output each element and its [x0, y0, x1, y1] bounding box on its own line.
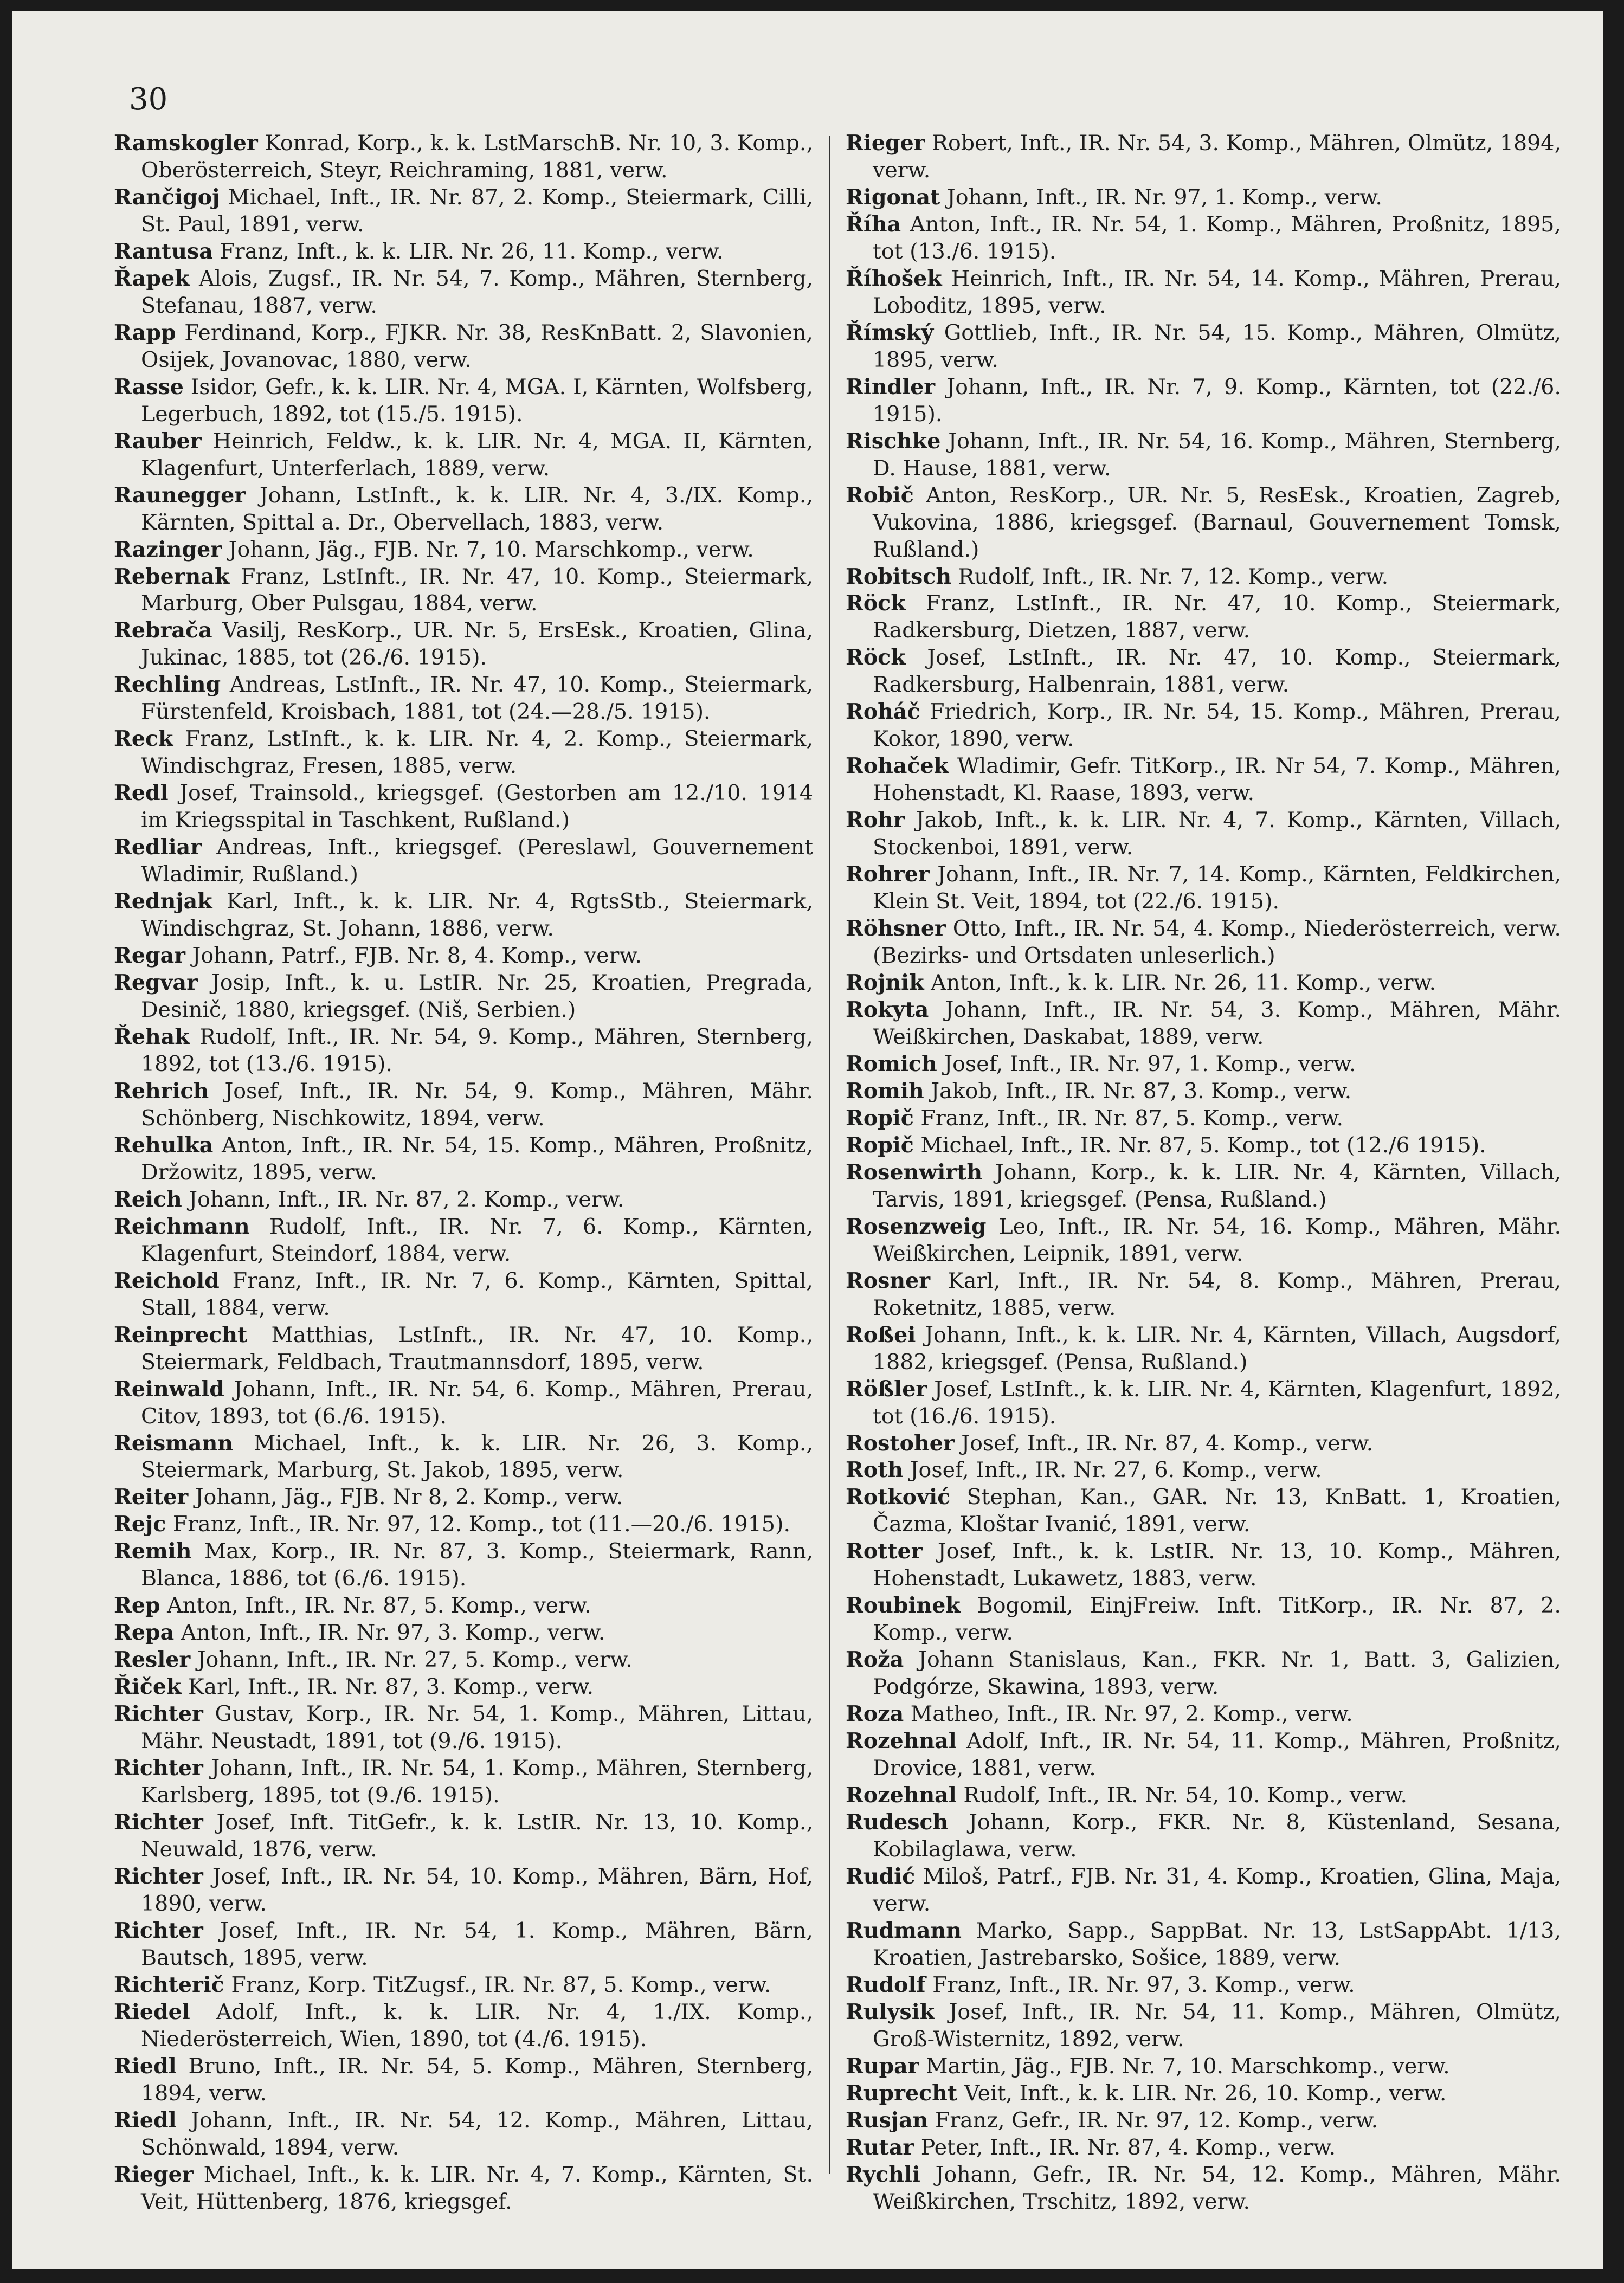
right-column	[846, 130, 1561, 2216]
list-entry	[114, 1809, 813, 1863]
entry-surname: Ropič	[846, 1132, 914, 1158]
list-entry	[846, 1132, 1561, 1159]
entry-details: Johann, Gefr., IR. Nr. 54, 12. Komp., Mähren, Mähr. Weißkirchen, Trschitz, 1892, verw.	[873, 2162, 1561, 2214]
entry-details: Franz, Inft., IR. Nr. 87, 5. Komp., verw.	[920, 1105, 1344, 1131]
entry-details: Rudolf, Inft., IR. Nr. 54, 9. Komp., Mähren, Sternberg, 1892, tot (13./6. 1915).	[141, 1024, 813, 1076]
entry-surname: Repa	[114, 1620, 175, 1646]
entry-surname: Rischke	[846, 428, 941, 454]
entry-surname: Rostoher	[846, 1430, 955, 1456]
entry-details: Josef, LstInft., IR. Nr. 47, 10. Komp., Steiermark, Radkersburg, Halbenrain, 1881, verw.	[873, 645, 1561, 698]
list-entry	[114, 1214, 813, 1268]
list-entry	[846, 428, 1561, 482]
entry-details: Franz, Inft., k. k. LIR. Nr. 26, 11. Komp., verw.	[220, 238, 724, 264]
list-entry	[114, 1322, 813, 1376]
entry-surname: Raunegger	[114, 482, 246, 508]
entry-details: Josef, Inft., IR. Nr. 27, 6. Komp., verw.	[910, 1457, 1322, 1483]
list-entry	[114, 564, 813, 618]
entry-surname: Robitsch	[846, 564, 952, 589]
entry-surname: Rasse	[114, 374, 184, 399]
list-entry	[846, 1538, 1561, 1592]
entry-details: Anton, Inft., IR. Nr. 54, 1. Komp., Mähren, Proßnitz, 1895, tot (13./6. 1915).	[873, 211, 1561, 264]
entry-details: Johann, LstInft., k. k. LIR. Nr. 4, 3./IX. Komp., Kärnten, Spittal a. Dr., Obervellach, 1883, verw.	[141, 482, 814, 535]
entry-surname: Redliar	[114, 835, 202, 860]
entry-surname: Reinwald	[114, 1376, 224, 1402]
entry-details: Josef, Inft., k. k. LstIR. Nr. 13, 10. Komp., Mähren, Hohenstadt, Lukawetz, 1883, verw.	[873, 1539, 1561, 1591]
entry-details: Michael, Inft., k. k. LIR. Nr. 26, 3. Komp., Steiermark, Marburg, St. Jakob, 1895, verw.	[141, 1430, 813, 1483]
entry-surname: Razinger	[114, 537, 222, 562]
entry-surname: Rigonat	[846, 184, 940, 210]
list-entry	[846, 861, 1561, 915]
list-entry	[846, 1999, 1561, 2053]
list-entry	[846, 997, 1561, 1051]
entry-details: Karl, Inft., IR. Nr. 54, 8. Komp., Mähren, Prerau, Roketnitz, 1885, verw.	[873, 1268, 1561, 1320]
list-entry	[846, 2053, 1561, 2080]
entry-details: Wladimir, Gefr. TitKorp., IR. Nr 54, 7. Komp., Mähren, Hohenstadt, Kl. Raase, 1893, verw.	[873, 753, 1561, 806]
entry-details: Josef, LstInft., k. k. LIR. Nr. 4, Kärnten, Klagenfurt, 1892, tot (16./6. 1915).	[873, 1376, 1561, 1429]
entry-surname: Richter	[114, 1701, 203, 1727]
entry-surname: Rebrača	[114, 618, 212, 643]
entry-details: Anton, Inft., IR. Nr. 54, 15. Komp., Mähren, Proßnitz, Držowitz, 1895, verw.	[141, 1132, 813, 1185]
entry-details: Johann, Inft., IR. Nr. 97, 1. Komp., verw.	[946, 184, 1382, 210]
entry-details: Veit, Inft., k. k. LIR. Nr. 26, 10. Komp., verw.	[964, 2080, 1447, 2106]
entry-details: Franz, Inft., IR. Nr. 97, 12. Komp., tot (11.—20./6. 1915).	[172, 1512, 791, 1537]
entry-surname: Rulysik	[846, 1999, 935, 2024]
list-entry	[846, 970, 1561, 997]
entry-surname: Rep	[114, 1593, 160, 1618]
entry-details: Matheo, Inft., IR. Nr. 97, 2. Komp., verw.	[910, 1701, 1353, 1727]
entry-details: Josip, Inft., k. u. LstIR. Nr. 25, Kroatien, Pregrada, Desinič, 1880, kriegsgef. (Niš, Serbien.)	[141, 970, 813, 1022]
list-entry	[114, 1647, 813, 1674]
entry-surname: Rohrer	[846, 862, 930, 887]
entry-surname: Rozehnal	[846, 1783, 957, 1808]
entry-surname: Resler	[114, 1647, 191, 1673]
entry-details: Adolf, Inft., IR. Nr. 54, 11. Komp., Mähren, Proßnitz, Drovice, 1881, verw.	[873, 1729, 1561, 1781]
entry-surname: Regar	[114, 943, 185, 969]
list-entry	[114, 320, 813, 374]
entry-details: Johann, Inft., IR. Nr. 54, 3. Komp., Mähren, Mähr. Weißkirchen, Daskabat, 1889, verw.	[873, 997, 1561, 1049]
list-entry	[846, 266, 1561, 320]
entry-surname: Remih	[114, 1539, 192, 1564]
entry-details: Peter, Inft., IR. Nr. 87, 4. Komp., verw.	[920, 2134, 1336, 2160]
list-entry	[846, 1268, 1561, 1322]
list-entry	[846, 1647, 1561, 1701]
entry-surname: Rosner	[846, 1268, 931, 1293]
entry-surname: Rokyta	[846, 997, 929, 1022]
entry-details: Johann, Inft., IR. Nr. 87, 2. Komp., verw.	[189, 1186, 624, 1212]
entry-surname: Rutar	[846, 2134, 914, 2160]
entry-details: Leo, Inft., IR. Nr. 54, 16. Komp., Mähren, Mähr. Weißkirchen, Leipnik, 1891, verw.	[873, 1214, 1562, 1266]
entry-details: Josef, Inft., IR. Nr. 97, 1. Komp., verw.	[944, 1051, 1356, 1076]
entry-details: Miloš, Patrf., FJB. Nr. 31, 4. Komp., Kroatien, Glina, Maja, verw.	[873, 1864, 1561, 1916]
entry-details: Otto, Inft., IR. Nr. 54, 4. Komp., Niederösterreich, verw. (Bezirks- und Ortsdaten unleserlich.)	[873, 916, 1561, 969]
list-entry	[114, 1024, 813, 1078]
list-entry	[114, 1918, 813, 1972]
entry-details: Rudolf, Inft., IR. Nr. 7, 12. Komp., verw.	[958, 564, 1389, 589]
entry-surname: Riedel	[114, 1999, 190, 2024]
list-entry	[114, 780, 813, 834]
list-entry	[114, 1538, 813, 1592]
list-entry	[114, 1701, 813, 1755]
list-entry	[846, 1457, 1561, 1484]
entry-surname: Riedl	[114, 2107, 177, 2133]
list-entry	[114, 1755, 813, 1809]
list-entry	[114, 943, 813, 970]
entry-details: Franz, Korp. TitZugsf., IR. Nr. 87, 5. Komp., verw.	[231, 1972, 771, 1997]
list-entry	[114, 1484, 813, 1511]
entry-details: Johann, Inft., IR. Nr. 54, 6. Komp., Mähren, Prerau, Citov, 1893, tot (6./6. 1915).	[141, 1376, 813, 1429]
list-entry	[114, 537, 813, 564]
entry-details: Vasilj, ResKorp., UR. Nr. 5, ErsEsk., Kroatien, Glina, Jukinac, 1885, tot (26./6. 1915).	[141, 618, 813, 670]
entry-details: Michael, Inft., k. k. LIR. Nr. 4, 7. Komp., Kärnten, St. Veit, Hüttenberg, 1876, kriegsgef.	[141, 2162, 814, 2214]
entry-surname: Reiter	[114, 1485, 189, 1510]
list-entry	[846, 1782, 1561, 1809]
entry-details: Gottlieb, Inft., IR. Nr. 54, 15. Komp., Mähren, Olmütz, 1895, verw.	[873, 320, 1561, 372]
entry-details: Johann, Inft., IR. Nr. 7, 9. Komp., Kärnten, tot (22./6. 1915).	[873, 374, 1561, 427]
entry-surname: Ramskogler	[114, 131, 258, 156]
entry-surname: Rudolf	[846, 1972, 926, 1997]
entry-surname: Richter	[114, 1810, 203, 1835]
entry-surname: Rotković	[846, 1485, 951, 1510]
entry-surname: Řiček	[114, 1674, 182, 1700]
entry-surname: Řapek	[114, 266, 190, 291]
list-entry	[846, 753, 1561, 807]
list-entry	[846, 1051, 1561, 1078]
list-entry	[114, 2053, 813, 2107]
list-entry	[114, 1078, 813, 1132]
list-entry	[114, 617, 813, 672]
entry-surname: Richter	[114, 1864, 203, 1889]
list-entry	[846, 2134, 1561, 2162]
entry-surname: Rantusa	[114, 238, 213, 264]
entry-details: Johann, Inft., k. k. LIR. Nr. 4, Kärnten, Villach, Augsdorf, 1882, kriegsgef. (Pensa, Rußland.)	[873, 1322, 1561, 1375]
list-entry	[114, 1376, 813, 1430]
document-page	[12, 11, 1603, 2269]
list-entry	[846, 807, 1561, 861]
list-entry	[114, 834, 813, 888]
entry-surname: Rößler	[846, 1376, 927, 1402]
list-entry	[114, 1674, 813, 1701]
entry-details: Andreas, LstInft., IR. Nr. 47, 10. Komp., Steiermark, Fürstenfeld, Kroisbach, 1881, tot (24.—28./5. 1915).	[141, 672, 813, 725]
list-entry	[846, 1863, 1561, 1918]
entry-surname: Rapp	[114, 320, 176, 345]
entry-details: Josef, Inft., IR. Nr. 54, 1. Komp., Mähren, Bärn, Bautsch, 1895, verw.	[141, 1918, 813, 1970]
entry-details: Stephan, Kan., GAR. Nr. 13, KnBatt. 1, Kroatien, Čazma, Kloštar Ivanić, 1891, verw.	[873, 1485, 1561, 1537]
entry-details: Johann, Inft., IR. Nr. 7, 14. Komp., Kärnten, Feldkirchen, Klein St. Veit, 1894, tot (22./6. 1915).	[873, 862, 1561, 914]
entry-surname: Rieger	[846, 131, 925, 156]
entry-surname: Roth	[846, 1457, 904, 1483]
entry-details: Johann, Patrf., FJB. Nr. 8, 4. Komp., verw.	[192, 943, 642, 969]
entry-surname: Rauber	[114, 428, 202, 454]
list-entry	[114, 266, 813, 320]
entry-surname: Rosenwirth	[846, 1159, 983, 1185]
entry-surname: Röck	[846, 645, 906, 670]
list-entry	[114, 184, 813, 238]
list-entry	[114, 1999, 813, 2053]
entry-surname: Rebernak	[114, 564, 230, 589]
list-entry	[846, 1592, 1561, 1647]
entry-details: Rudolf, Inft., IR. Nr. 7, 6. Komp., Kärnten, Klagenfurt, Steindorf, 1884, verw.	[141, 1214, 813, 1266]
list-entry	[114, 1132, 813, 1186]
list-entry	[846, 374, 1561, 428]
entry-details: Anton, ResKorp., UR. Nr. 5, ResEsk., Kroatien, Zagreb, Vukovina, 1886, kriegsgef. (Barnaul, Gouvernement Tomsk, Rußland.)	[873, 482, 1562, 562]
entry-details: Rudolf, Inft., IR. Nr. 54, 10. Komp., verw.	[963, 1783, 1408, 1808]
list-entry	[846, 2162, 1561, 2216]
entry-surname: Říhošek	[846, 266, 942, 291]
entry-details: Franz, LstInft., IR. Nr. 47, 10. Komp., Steiermark, Radkersburg, Dietzen, 1887, verw.	[873, 591, 1561, 643]
entry-details: Isidor, Gefr., k. k. LIR. Nr. 4, MGA. I, Kärnten, Wolfsberg, Legerbuch, 1892, tot (15./5. 1915).	[141, 374, 813, 427]
entry-details: Johann, Jäg., FJB. Nr. 7, 10. Marschkomp., verw.	[228, 537, 754, 562]
entry-surname: Robič	[846, 482, 914, 508]
list-entry	[846, 1918, 1561, 1972]
entry-surname: Rindler	[846, 374, 936, 399]
column-divider	[829, 136, 830, 2174]
list-entry	[846, 699, 1561, 753]
entry-surname: Rojnik	[846, 970, 924, 996]
entry-details: Michael, Inft., IR. Nr. 87, 2. Komp., Steiermark, Cilli, St. Paul, 1891, verw.	[141, 184, 814, 237]
entry-details: Josef, Inft., IR. Nr. 54, 9. Komp., Mähren, Mähr. Schönberg, Nischkowitz, 1894, verw.	[141, 1078, 813, 1131]
entry-details: Johann, Jäg., FJB. Nr 8, 2. Komp., verw.	[195, 1485, 623, 1510]
entry-details: Karl, Inft., IR. Nr. 87, 3. Komp., verw.	[188, 1674, 594, 1700]
entry-details: Anton, Inft., IR. Nr. 87, 5. Komp., verw.	[167, 1593, 591, 1618]
entry-surname: Röck	[846, 591, 906, 616]
list-entry	[114, 1972, 813, 1999]
entry-details: Alois, Zugsf., IR. Nr. 54, 7. Komp., Mähren, Sternberg, Stefanau, 1887, verw.	[141, 266, 814, 318]
list-entry	[846, 130, 1561, 184]
entry-surname: Rohaček	[846, 753, 949, 779]
list-entry	[846, 1159, 1561, 1214]
list-entry	[114, 238, 813, 266]
list-entry	[114, 2162, 813, 2216]
entry-surname: Římský	[846, 320, 934, 345]
entry-surname: Rozehnal	[846, 1729, 957, 1754]
entry-surname: Řehak	[114, 1024, 190, 1049]
list-entry	[114, 1186, 813, 1214]
left-column	[114, 130, 813, 2216]
entry-surname: Rohr	[846, 808, 905, 833]
list-entry	[846, 564, 1561, 591]
list-entry	[114, 1268, 813, 1322]
entry-surname: Rejc	[114, 1512, 166, 1537]
list-entry	[846, 1078, 1561, 1105]
entry-surname: Ropič	[846, 1105, 914, 1131]
entry-surname: Richter	[114, 1918, 203, 1943]
list-entry	[114, 888, 813, 943]
list-entry	[114, 1511, 813, 1538]
entry-details: Andreas, Inft., kriegsgef. (Pereslawl, Gouvernement Wladimir, Rußland.)	[141, 835, 813, 887]
list-entry	[114, 482, 813, 537]
list-entry	[846, 2107, 1561, 2134]
list-entry	[114, 374, 813, 428]
entry-details: Jakob, Inft., IR. Nr. 87, 3. Komp., verw.	[931, 1078, 1352, 1104]
entry-surname: Richterič	[114, 1972, 224, 1997]
list-entry	[114, 1620, 813, 1647]
entry-details: Josef, Trainsold., kriegsgef. (Gestorben am 12./10. 1914 im Kriegsspital in Taschkent, Rußland.)	[141, 781, 813, 833]
entry-surname: Rieger	[114, 2162, 194, 2187]
list-entry	[114, 726, 813, 780]
entry-details: Marko, Sapp., SappBat. Nr. 13, LstSappAbt. 1/13, Kroatien, Jastrebarsko, Sošice, 1889, verw.	[873, 1918, 1561, 1970]
list-entry	[846, 1430, 1561, 1457]
list-entry	[846, 1972, 1561, 1999]
entry-surname: Romich	[846, 1051, 937, 1076]
list-entry	[114, 428, 813, 482]
entry-details: Johann, Inft., IR. Nr. 27, 5. Komp., verw.	[197, 1647, 633, 1673]
list-entry	[846, 184, 1561, 211]
entry-details: Josef, Inft., IR. Nr. 87, 4. Komp., verw.	[961, 1430, 1374, 1456]
entry-details: Franz, LstInft., IR. Nr. 47, 10. Komp., Steiermark, Marburg, Ober Pulsgau, 1884, verw.	[141, 564, 814, 616]
entry-surname: Rudmann	[846, 1918, 962, 1943]
entry-surname: Rosenzweig	[846, 1214, 987, 1239]
entry-details: Jakob, Inft., k. k. LIR. Nr. 4, 7. Komp., Kärnten, Villach, Stockenboi, 1891, verw.	[873, 808, 1561, 860]
entry-surname: Regvar	[114, 970, 198, 996]
entry-surname: Rusjan	[846, 2107, 929, 2133]
entry-details: Anton, Inft., k. k. LIR. Nr. 26, 11. Komp., verw.	[931, 970, 1436, 996]
entry-details: Bogomil, EinjFreiw. Inft. TitKorp., IR. Nr. 87, 2. Komp., verw.	[873, 1593, 1561, 1646]
entry-surname: Reichmann	[114, 1214, 250, 1239]
list-entry	[846, 1809, 1561, 1863]
entry-details: Martin, Jäg., FJB. Nr. 7, 10. Marschkomp., verw.	[926, 2053, 1450, 2079]
list-entry	[114, 672, 813, 726]
entry-details: Heinrich, Inft., IR. Nr. 54, 14. Komp., Mähren, Prerau, Loboditz, 1895, verw.	[873, 266, 1561, 318]
list-entry	[846, 2080, 1561, 2107]
entry-surname: Reismann	[114, 1430, 234, 1456]
entry-details: Johann, Inft., IR. Nr. 54, 16. Komp., Mähren, Sternberg, D. Hause, 1881, verw.	[873, 428, 1561, 481]
list-entry	[846, 590, 1561, 644]
entry-details: Franz, Inft., IR. Nr. 7, 6. Komp., Kärnten, Spittal, Stall, 1884, verw.	[141, 1268, 813, 1320]
entry-surname: Roza	[846, 1701, 904, 1727]
list-entry	[846, 1728, 1561, 1782]
entry-surname: Rehulka	[114, 1132, 214, 1158]
entry-surname: Rychli	[846, 2162, 920, 2187]
page-number: 30	[129, 82, 168, 117]
entry-details: Franz, LstInft., k. k. LIR. Nr. 4, 2. Komp., Steiermark, Windischgraz, Fresen, 1885, verw.	[141, 726, 814, 779]
entry-details: Anton, Inft., IR. Nr. 97, 3. Komp., verw.	[181, 1620, 605, 1646]
entry-surname: Reichold	[114, 1268, 220, 1293]
entry-surname: Riedl	[114, 2053, 177, 2079]
list-entry	[846, 1105, 1561, 1132]
list-entry	[846, 1214, 1561, 1268]
entry-details: Michael, Inft., IR. Nr. 87, 5. Komp., tot (12./6 1915).	[920, 1132, 1486, 1158]
list-entry	[846, 320, 1561, 374]
entry-details: Robert, Inft., IR. Nr. 54, 3. Komp., Mähren, Olmütz, 1894, verw.	[873, 131, 1561, 183]
entry-details: Matthias, LstInft., IR. Nr. 47, 10. Komp., Steiermark, Feldbach, Trautmannsdorf, 1895, verw.	[141, 1322, 814, 1375]
entry-surname: Romih	[846, 1078, 924, 1104]
list-entry	[114, 2107, 813, 2162]
entry-surname: Roubinek	[846, 1593, 961, 1618]
entry-surname: Reck	[114, 726, 173, 752]
entry-surname: Rechling	[114, 672, 221, 698]
entry-surname: Říha	[846, 211, 901, 237]
entry-surname: Redl	[114, 781, 169, 806]
entry-details: Franz, Gefr., IR. Nr. 97, 12. Komp., verw.	[935, 2107, 1378, 2133]
entry-details: Josef, Inft. TitGefr., k. k. LstIR. Nr. 13, 10. Komp., Neuwald, 1876, verw.	[141, 1810, 813, 1862]
list-entry	[114, 1592, 813, 1620]
entry-surname: Rupar	[846, 2053, 919, 2079]
entry-surname: Rančigoj	[114, 184, 220, 210]
entry-surname: Roža	[846, 1647, 904, 1673]
list-entry	[114, 1430, 813, 1485]
entry-details: Friedrich, Korp., IR. Nr. 54, 15. Komp., Mähren, Prerau, Kokor, 1890, verw.	[873, 699, 1561, 752]
entry-details: Ferdinand, Korp., FJKR. Nr. 38, ResKnBatt. 2, Slavonien, Osijek, Jovanovac, 1880, verw.	[141, 320, 813, 372]
list-entry	[114, 1863, 813, 1918]
entry-surname: Rehrich	[114, 1078, 209, 1104]
entry-details: Johann, Inft., IR. Nr. 54, 1. Komp., Mähren, Sternberg, Karlsberg, 1895, tot (9./6. 1915).	[141, 1756, 813, 1808]
list-entry	[114, 130, 813, 184]
entry-surname: Röhsner	[846, 916, 946, 941]
entry-surname: Rednjak	[114, 889, 212, 914]
entry-details: Gustav, Korp., IR. Nr. 54, 1. Komp., Mähren, Littau, Mähr. Neustadt, 1891, tot (9./6. 1915).	[141, 1701, 813, 1754]
entry-surname: Roháč	[846, 699, 920, 725]
list-entry	[846, 915, 1561, 970]
list-entry	[846, 1322, 1561, 1376]
entry-details: Josef, Inft., IR. Nr. 54, 10. Komp., Mähren, Bärn, Hof, 1890, verw.	[141, 1864, 813, 1916]
entry-details: Johann, Inft., IR. Nr. 54, 12. Komp., Mähren, Littau, Schönwald, 1894, verw.	[141, 2107, 813, 2160]
list-entry	[846, 1701, 1561, 1728]
entry-surname: Reich	[114, 1186, 182, 1212]
entry-details: Franz, Inft., IR. Nr. 97, 3. Komp., verw.	[932, 1972, 1355, 1997]
entry-surname: Reinprecht	[114, 1322, 248, 1347]
list-entry	[846, 1484, 1561, 1538]
list-entry	[846, 1376, 1561, 1430]
entry-surname: Ruprecht	[846, 2080, 958, 2106]
entry-details: Konrad, Korp., k. k. LstMarschB. Nr. 10, 3. Komp., Oberösterreich, Steyr, Reichraming, 1881, verw.	[141, 131, 813, 183]
list-entry	[846, 482, 1561, 564]
entry-details: Johann Stanislaus, Kan., FKR. Nr. 1, Batt. 3, Galizien, Podgórze, Skawina, 1893, verw.	[873, 1647, 1561, 1700]
list-entry	[846, 211, 1561, 266]
entry-details: Karl, Inft., k. k. LIR. Nr. 4, RgtsStb., Steiermark, Windischgraz, St. Johann, 1886, verw.	[141, 889, 814, 941]
entry-surname: Rotter	[846, 1539, 923, 1564]
entry-details: Bruno, Inft., IR. Nr. 54, 5. Komp., Mähren, Sternberg, 1894, verw.	[141, 2053, 813, 2106]
entry-details: Adolf, Inft., k. k. LIR. Nr. 4, 1./IX. Komp., Niederösterreich, Wien, 1890, tot (4./6. 1915).	[141, 1999, 813, 2052]
entry-details: Heinrich, Feldw., k. k. LIR. Nr. 4, MGA. II, Kärnten, Klagenfurt, Unterferlach, 1889, verw.	[141, 428, 813, 481]
entry-surname: Rudić	[846, 1864, 916, 1889]
entry-surname: Richter	[114, 1756, 203, 1781]
entry-details: Josef, Inft., IR. Nr. 54, 11. Komp., Mähren, Olmütz, Groß-Wisternitz, 1892, verw.	[873, 1999, 1561, 2052]
entry-surname: Rudesch	[846, 1810, 949, 1835]
list-entry	[114, 970, 813, 1024]
entry-details: Johann, Korp., k. k. LIR. Nr. 4, Kärnten, Villach, Tarvis, 1891, kriegsgef. (Pensa, Rußland.)	[873, 1159, 1562, 1212]
entry-details: Johann, Korp., FKR. Nr. 8, Küstenland, Sesana, Kobilaglawa, verw.	[873, 1810, 1561, 1862]
entry-details: Max, Korp., IR. Nr. 87, 3. Komp., Steiermark, Rann, Blanca, 1886, tot (6./6. 1915).	[141, 1539, 813, 1591]
list-entry	[846, 644, 1561, 699]
entry-surname: Roßei	[846, 1322, 916, 1347]
